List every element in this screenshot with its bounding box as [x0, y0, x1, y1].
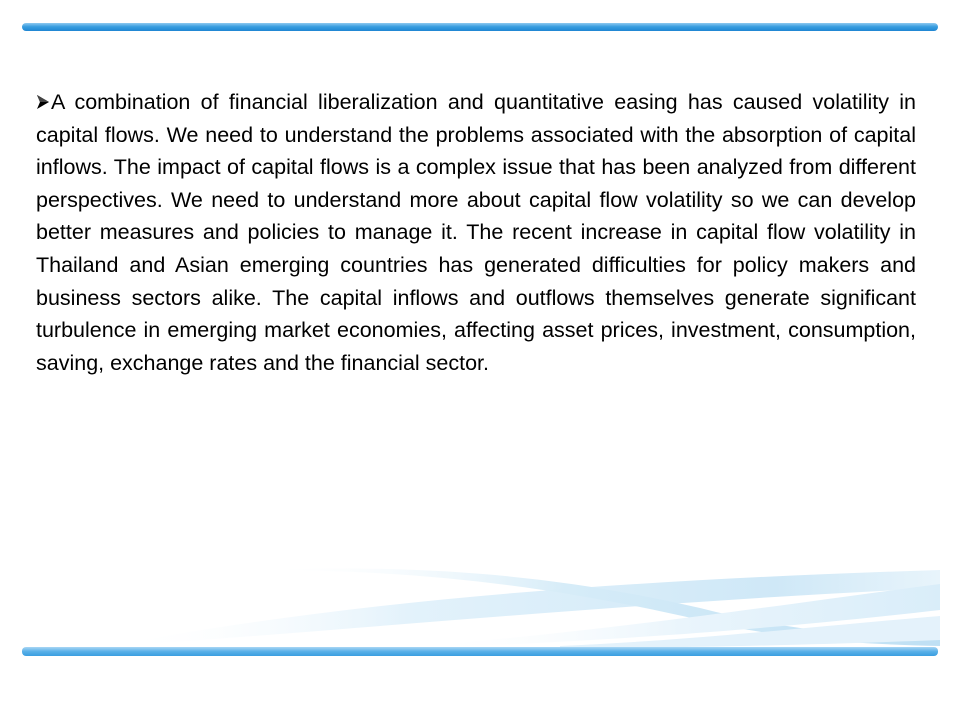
bottom-accent-bar	[22, 647, 938, 656]
top-accent-bar	[22, 23, 938, 31]
paragraph-text: A combination of financial liberalization and quantitative easing has caused volatility in capital flows. We need to understand the problems associated with the absorption of capital inflows. The impact of capital flows is a complex issue that has been analyzed from different perspectives. We need to understand more about capital flow volatility so we can develop better measures and policies to manage it. The recent increase in capital flow volatility in Thailand and Asian emerging countries has generated difficulties for policy makers and business sectors alike. The capital inflows and outflows themselves generate significant turbulence in emerging market economies, affecting asset prices, investment, consumption, saving, exchange rates and the financial sector.	[36, 90, 916, 375]
decorative-waves	[0, 540, 960, 660]
bullet-paragraph	[36, 86, 916, 379]
arrowhead-bullet-icon	[36, 94, 50, 110]
